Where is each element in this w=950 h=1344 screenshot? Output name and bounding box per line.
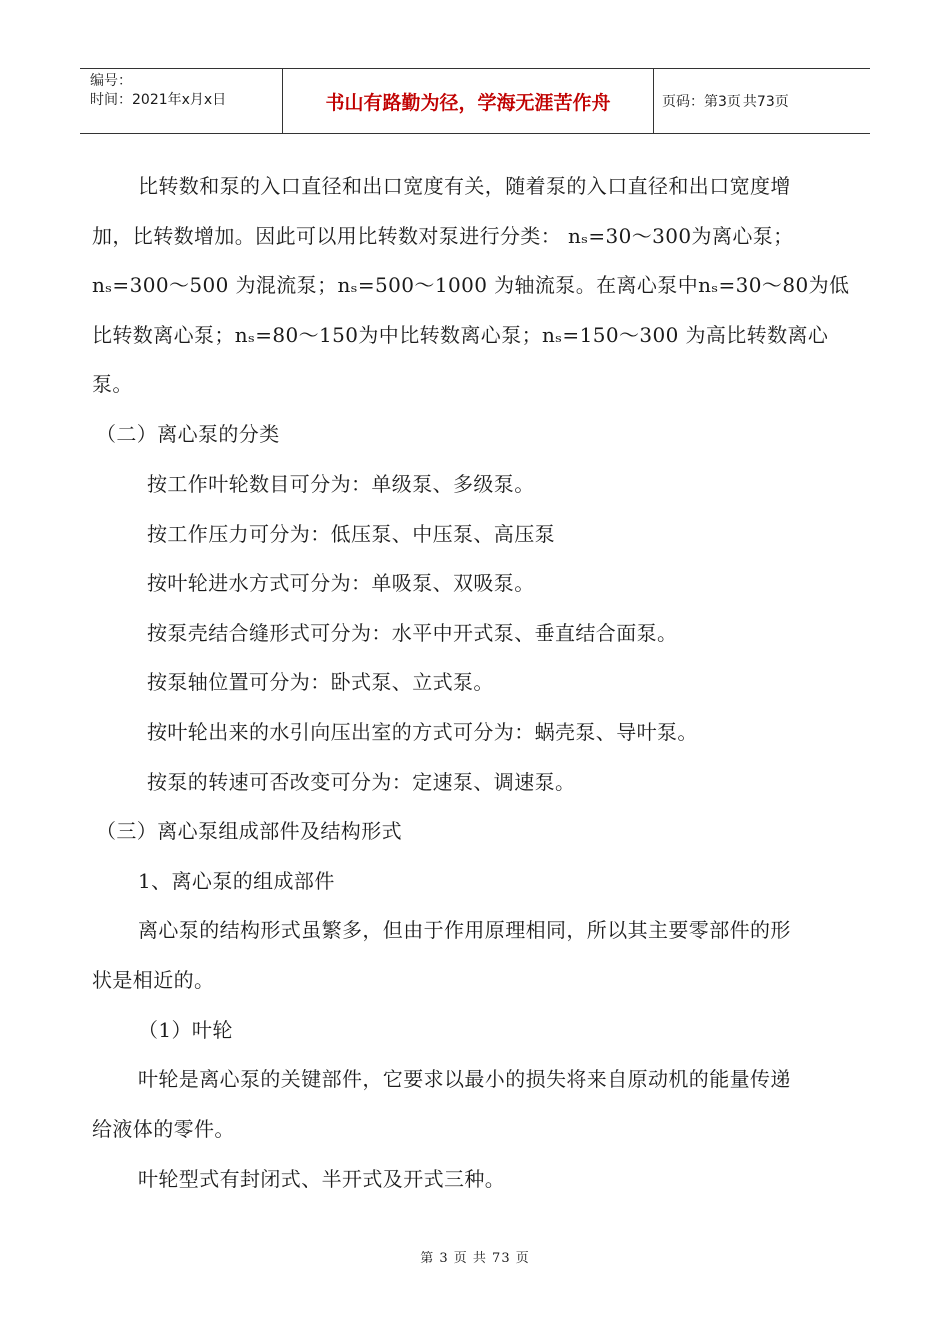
body-line: 加，比转数增加。因此可以用比转数对泵进行分类： nₛ=30～300为离心泵； (92, 224, 794, 248)
body-line: 叶轮型式有封闭式、半开式及开式三种。 (138, 1167, 506, 1191)
body-line: 泵。 (92, 372, 133, 396)
body-line: 给液体的零件。 (92, 1117, 235, 1141)
body-line: 按叶轮进水方式可分为：单吸泵、双吸泵。 (147, 571, 535, 595)
body-line: 按泵壳结合缝形式可分为：水平中开式泵、垂直结合面泵。 (147, 621, 678, 645)
body-line: 按工作压力可分为：低压泵、中压泵、高压泵 (147, 522, 555, 546)
body-line: 按工作叶轮数目可分为：单级泵、多级泵。 (147, 472, 535, 496)
subsection-heading: （1）叶轮 (138, 1018, 233, 1042)
body-line: 比转数和泵的入口直径和出口宽度有关，随着泵的入口直径和出口宽度增 (138, 174, 791, 198)
section-heading: （二）离心泵的分类 (96, 422, 280, 446)
body-line: 离心泵的结构形式虽繁多，但由于作用原理相同，所以其主要零部件的形 (138, 918, 791, 942)
body-line: 叶轮是离心泵的关键部件，它要求以最小的损失将来自原动机的能量传递 (138, 1067, 791, 1091)
body-line: 按叶轮出来的水引向压出室的方式可分为：蜗壳泵、导叶泵。 (147, 720, 698, 744)
document-time-label: 时间：2021年x月x日 (90, 92, 227, 108)
body-line: 比转数离心泵；nₛ=80～150为中比转数离心泵；nₛ=150～300 为高比转数离心 (92, 323, 829, 347)
header-page-cell (654, 69, 870, 133)
section-heading: （三）离心泵组成部件及结构形式 (96, 819, 402, 843)
body-line: 按泵的转速可否改变可分为：定速泵、调速泵。 (147, 770, 576, 794)
body-line: 状是相近的。 (92, 968, 215, 992)
header-motto: 书山有路勤为径，学海无涯苦作舟 (282, 69, 654, 133)
header-page-total: 共73页 (742, 94, 789, 110)
body-line: nₛ=300～500 为混流泵；nₛ=500～1000 为轴流泵。在离心泵中nₛ=30～80为低 (92, 273, 850, 297)
document-number-label: 编号： (90, 73, 132, 89)
page-header (80, 68, 870, 134)
subsection-heading: 1、离心泵的组成部件 (138, 869, 335, 893)
header-left-cell (80, 69, 282, 133)
header-page-number: 页码：第3页 (662, 94, 741, 110)
page-footer: 第 3 页 共 73 页 (420, 1251, 530, 1266)
body-line: 按泵轴位置可分为：卧式泵、立式泵。 (147, 670, 494, 694)
